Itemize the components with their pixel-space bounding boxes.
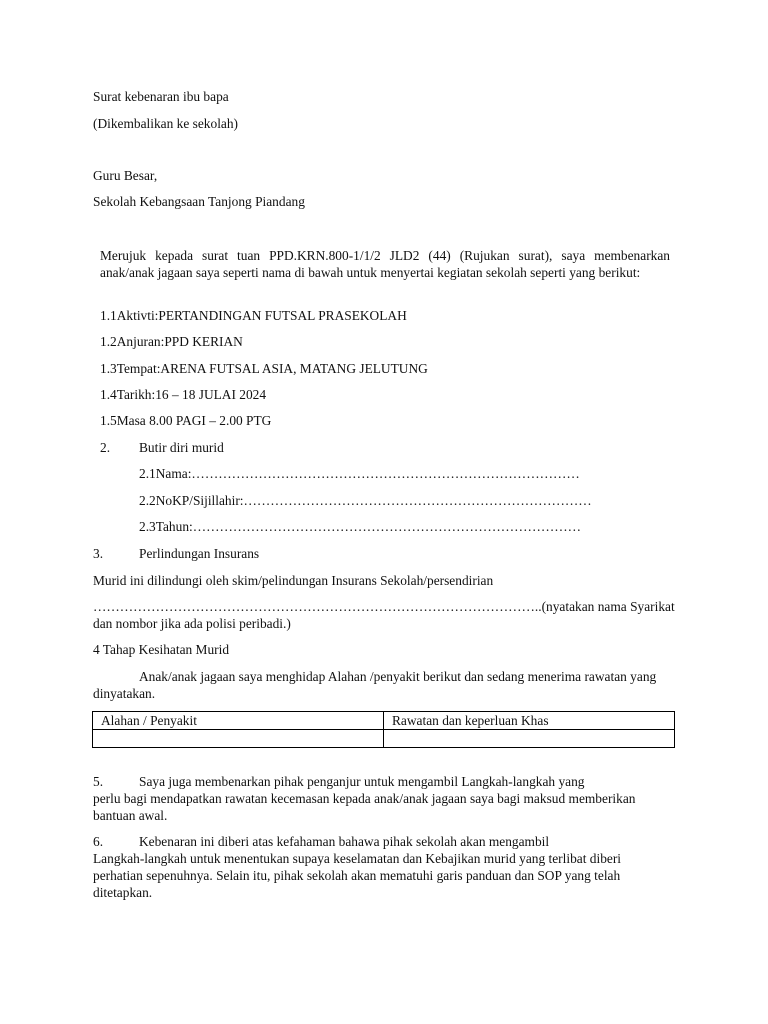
student-id-field: 2.2NoKP/Sijillahir:…………………………………………………………………… xyxy=(139,493,592,508)
section-6-number: 6. xyxy=(93,834,104,849)
table-header-treatment: Rawatan dan keperluan Khas xyxy=(384,712,675,730)
section-6-first-line: Kebenaran ini diberi atas kefahaman bahawa pihak sekolah akan mengambil xyxy=(139,834,550,849)
activity-organizer: 1.2Anjuran:PPD KERIAN xyxy=(100,334,243,349)
section-3-number: 3. xyxy=(93,546,104,561)
section-5-text: perlu bagi mendapatkan rawatan kecemasan kepada anak/anak jagaan saya bagi maksud memberikan bantuan awal. xyxy=(93,791,636,823)
recipient-school: Sekolah Kebangsaan Tanjong Piandang xyxy=(93,194,305,209)
insurance-statement: Murid ini dilindungi oleh skim/pelindungan Insurans Sekolah/persendirian xyxy=(93,573,494,588)
table-cell-illness xyxy=(93,730,384,748)
letter-title: Surat kebenaran ibu bapa xyxy=(93,89,229,104)
letter-subtitle: (Dikembalikan ke sekolah) xyxy=(93,116,239,131)
section-2-heading: Butir diri murid xyxy=(139,440,224,455)
health-table xyxy=(92,711,675,748)
table-row xyxy=(93,730,675,748)
section-5-first-line: Saya juga membenarkan pihak penganjur untuk mengambil Langkah-langkah yang xyxy=(139,774,585,789)
section-4-heading: 4 Tahap Kesihatan Murid xyxy=(93,642,230,657)
table-cell-treatment xyxy=(384,730,675,748)
section-2-number: 2. xyxy=(100,440,111,455)
table-header-row xyxy=(93,712,675,730)
section-3-heading: Perlindungan Insurans xyxy=(139,546,260,561)
activity-time: 1.5Masa 8.00 PAGI – 2.00 PTG xyxy=(100,413,272,428)
recipient-title: Guru Besar, xyxy=(93,168,158,183)
activity-name: 1.1Aktivti:PERTANDINGAN FUTSAL PRASEKOLAH xyxy=(100,308,407,323)
intro-paragraph: Merujuk kepada surat tuan PPD.KRN.800-1/1/2 JLD2 (44) (Rujukan surat), saya membenarkan anak/anak jagaan saya seperti nama di bawah untuk menyertai kegiatan sekolah seperti yang berikut: xyxy=(100,248,670,280)
insurance-detail: ………………………………………………………………………………………..(nyatakan nama Syarikat dan nombor jika ada polisi peribadi.) xyxy=(93,599,675,631)
health-statement: Anak/anak jagaan saya menghidap Alahan /penyakit berikut dan sedang menerima rawatan yang dinyatakan. xyxy=(93,669,657,701)
student-year-field: 2.3Tahun:…………………………………………………………………………… xyxy=(139,519,582,534)
table-header-illness: Alahan / Penyakit xyxy=(93,712,384,730)
activity-date: 1.4Tarikh:16 – 18 JULAI 2024 xyxy=(100,387,267,402)
section-5-number: 5. xyxy=(93,774,104,789)
activity-venue: 1.3Tempat:ARENA FUTSAL ASIA, MATANG JELUTUNG xyxy=(100,361,428,376)
section-6-text: Langkah-langkah untuk menentukan supaya keselamatan dan Kebajikan murid yang terlibat diberi perhatian sepenuhnya. Selain itu, pihak sekolah akan mematuhi garis panduan dan SOP yang telah ditetapkan. xyxy=(93,851,622,900)
student-name-field: 2.1Nama:…………………………………………………………………………… xyxy=(139,466,580,481)
